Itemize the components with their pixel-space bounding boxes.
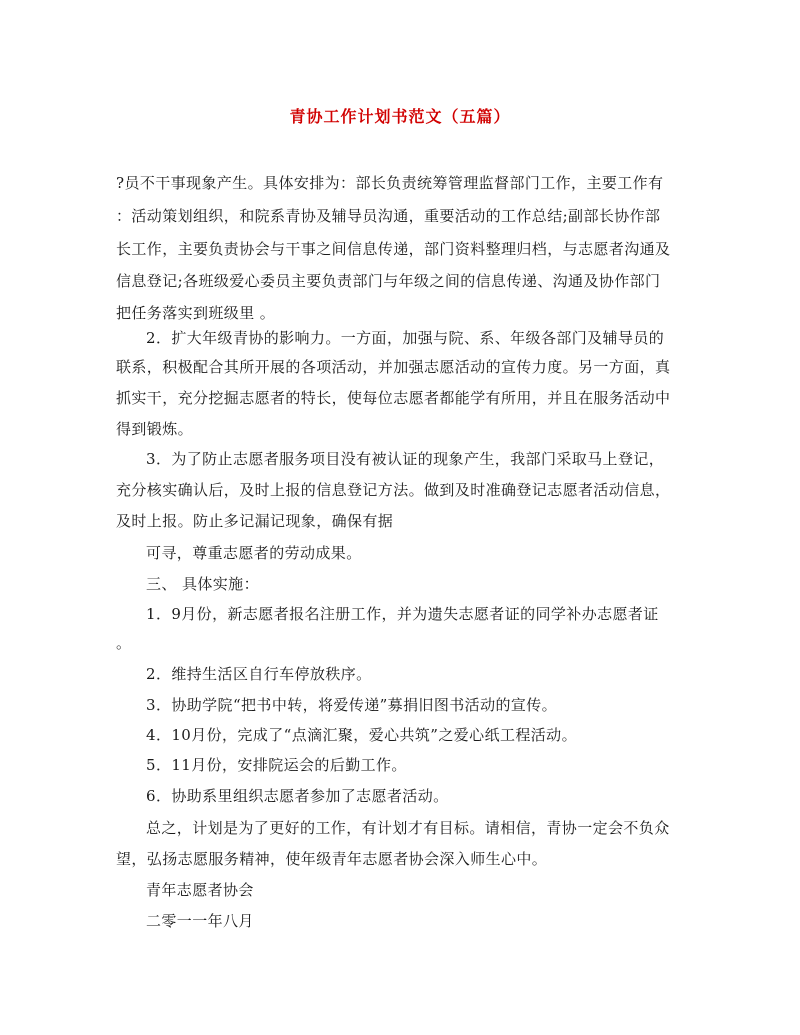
body-line: 及时上报。防止多记漏记现象，确保有据 bbox=[116, 512, 394, 530]
body-line: 望，弘扬志愿服务精神，使年级青年志愿者协会深入师生心中。 bbox=[116, 850, 548, 868]
body-line: 把任务落实到班级里 。 bbox=[116, 304, 276, 322]
list-item: 2．维持生活区自行车停放秩序。 bbox=[146, 665, 372, 683]
body-line: 充分核实确认后，及时上报的信息登记方法。做到及时准确登记志愿者活动信息， bbox=[116, 481, 671, 499]
signature-organization: 青年志愿者协会 bbox=[146, 881, 254, 899]
list-item: 1．9月份，新志愿者报名注册工作，并为遗失志愿者证的同学补办志愿者证 bbox=[146, 605, 659, 623]
list-item: 6．协助系里组织志愿者参加了志愿者活动。 bbox=[146, 787, 449, 805]
list-item: 3．协助学院“把书中转，将爱传递”募捐旧图书活动的宣传。 bbox=[146, 696, 558, 714]
document-title: 青协工作计划书范文（五篇） bbox=[289, 107, 511, 126]
signature-date: 二零一一年八月 bbox=[146, 912, 254, 930]
list-item: 4．10月份，完成了“点滴汇聚，爱心共筑”之爱心纸工程活动。 bbox=[146, 726, 577, 744]
body-line: 可寻，尊重志愿者的劳动成果。 bbox=[146, 544, 362, 562]
section-heading: 三、 具体实施： bbox=[146, 575, 259, 593]
body-line: 联系，积极配合其所开展的各项活动，并加强志愿活动的宣传力度。另一方面，真 bbox=[116, 358, 671, 376]
body-line: 信息登记;各班级爱心委员主要负责部门与年级之间的信息传递、沟通及协作部门 bbox=[116, 272, 661, 290]
body-line: 总之，计划是为了更好的工作，有计划才有目标。请相信，青协一定会不负众 bbox=[146, 819, 670, 837]
body-line: ?员不干事现象产生。具体安排为：部长负责统筹管理监督部门工作，主要工作有 bbox=[116, 174, 664, 192]
list-item: 5．11月份，安排院运会的后勤工作。 bbox=[146, 756, 407, 774]
body-line: 长工作，主要负责协会与干事之间信息传递，部门资料整理归档，与志愿者沟通及 bbox=[116, 240, 671, 258]
body-line: 抓实干，充分挖掘志愿者的特长，使每位志愿者都能学有所用，并且在服务活动中 bbox=[116, 389, 671, 407]
body-line: 2．扩大年级青协的影响力。一方面，加强与院、系、年级各部门及辅导员的 bbox=[146, 329, 665, 347]
body-line: ：活动策划组织，和院系青协及辅导员沟通，重要活动的工作总结;副部长协作部 bbox=[116, 207, 661, 225]
body-line: 得到锻炼。 bbox=[116, 420, 194, 438]
list-item-continuation: 。 bbox=[116, 634, 132, 652]
body-line: 3．为了防止志愿者服务项目没有被认证的现象产生，我部门采取马上登记， bbox=[146, 450, 665, 468]
